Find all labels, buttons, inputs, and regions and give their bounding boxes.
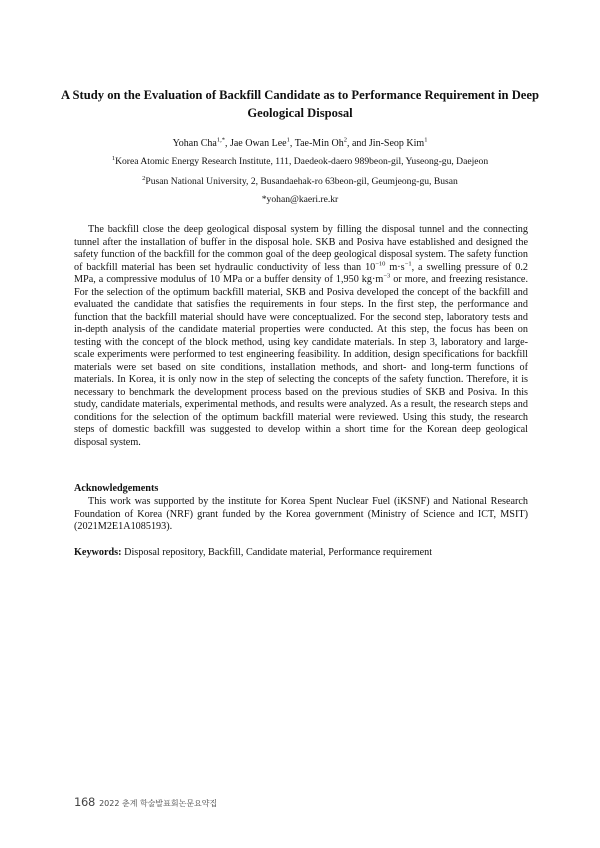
keywords-text: Disposal repository, Backfill, Candidate material, Performance requirement (121, 547, 433, 558)
abstract-text: , a swelling pressure of 0.2 MPa, a compressive modulus of 10 MPa or a buffer density of 1,950 kg·m (74, 261, 528, 285)
abstract-paragraph (74, 224, 528, 449)
acknowledgements-body: This work was supported by the institute for Korea Spent Nuclear Fuel (iKSNF) and National Research Foundation of Korea (NRF) grant funded by the Korea government (Ministry of Science and ICT, MSIT) (2021M2E1A1085193). (74, 496, 528, 532)
author-list (60, 137, 540, 150)
abstract-text: The backfill close the deep geological disposal system by filling the disposal tunnel and the connecting tunnel after the installation of buffer in the disposal hole. SKB and Posiva have established and designed the safety function of the backfill for the common goal of the deep geological disposal system. The safety function of backfill material has been set hydraulic conductivity of less than 10 (74, 224, 528, 273)
corresponding-email: *yohan@kaeri.re.kr (261, 194, 339, 205)
paper-title: A Study on the Evaluation of Backfill Candidate as to Performance Requirement in Deep Geological Disposal (61, 88, 539, 120)
exponent: −1 (404, 260, 412, 268)
affiliation-2 (60, 175, 540, 188)
author-name: Jae Owan Lee (229, 138, 287, 149)
affiliation-text: Pusan National University, 2, Busandaehak-ro 63beon-gil, Geumjeong-gu, Busan (145, 176, 458, 187)
acknowledgements-heading: Acknowledgements (74, 483, 159, 494)
author-affiliation-mark: 1 (286, 136, 290, 144)
page-footer (74, 791, 217, 810)
exponent: −3 (383, 272, 391, 280)
affiliation-text: Korea Atomic Energy Research Institute, 111, Daedeok-daero 989beon-gil, Yuseong-gu, Daejeon (115, 156, 489, 167)
author-name: Jin-Seop Kim (368, 138, 425, 149)
abstract-text: or more, and freezing resistance. For the selection of the optimum backfill material, SKB and Posiva developed the concept of the backfill and evaluated the candidate that satisfies the requirements in four steps. In the first step, the performance and function that the backfill material should have were conceptualized. For the second step, laboratory tests and in-depth analysis of the candidate material properties were conducted. At this step, the focus has been on testing with the concept of the block method, using key candidate materials. In step 3, laboratory and large-scale experiments were performed to test engineering feasibility. In addition, design specifications for backfill materials were set based on site conditions, installation methods, and short- and long-term functions of materials. In Korea, it is only now in the step of selecting the concepts of the safety function. Therefore, it is necessary to benchmark the development process based on the previous studies of SKB and Posiva. In this study, candidate materials, experimental methods, and results were analyzed. As a result, the research steps and conditions for the selection of the optimum backfill material were reviewed. Using this study, the research steps of domestic backfill was suggested to develop within a short time for the Korean deep geological disposal system. (74, 274, 528, 448)
author-separator: , (224, 138, 230, 149)
journal-name: 2022 춘계 학술발표회논문요약집 (99, 799, 218, 808)
abstract-unit: m·s (385, 261, 405, 273)
author-separator: , and (346, 138, 369, 149)
author-separator: , (289, 138, 295, 149)
affiliation-mark: 1 (111, 154, 116, 162)
page-number: 168 (74, 795, 96, 809)
affiliation-1 (60, 155, 540, 168)
author-affiliation-mark: 1,* (216, 136, 225, 144)
affiliation-mark: 2 (142, 174, 146, 182)
author-name: Tae-Min Oh (294, 138, 344, 149)
author-name: Yohan Cha (172, 138, 217, 149)
keywords (74, 547, 528, 558)
author-affiliation-mark: 1 (424, 136, 428, 144)
exponent: −10 (375, 260, 386, 268)
keywords-label: Keywords: (74, 547, 122, 558)
author-affiliation-mark: 2 (343, 136, 347, 144)
